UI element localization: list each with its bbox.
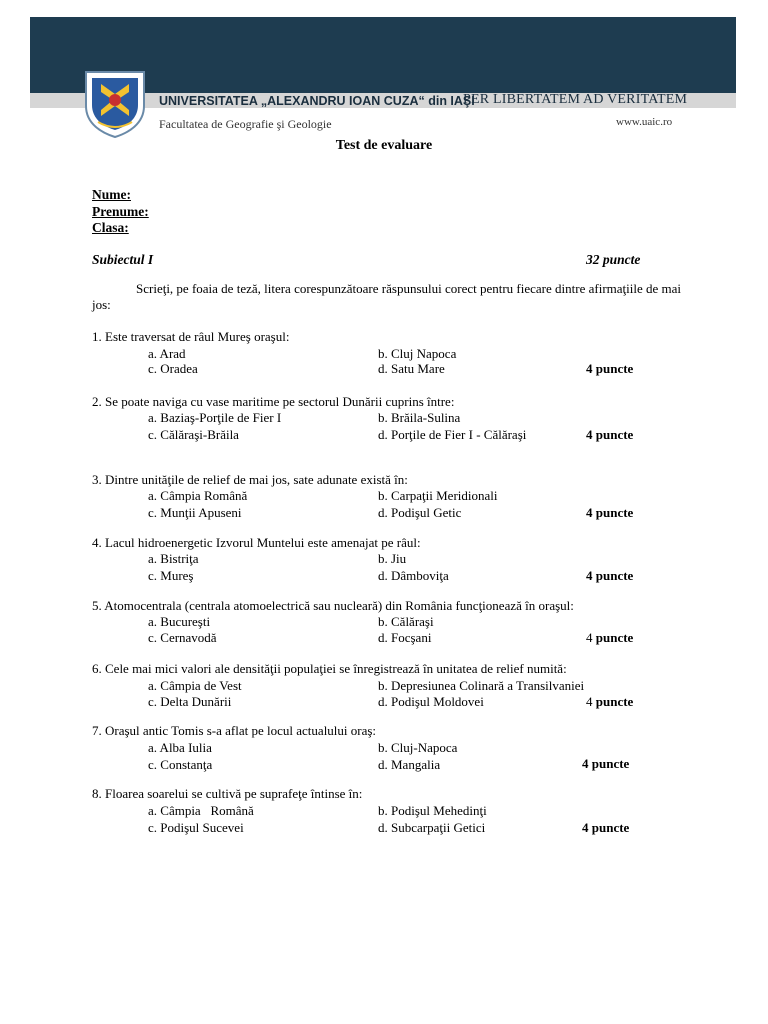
question-3-option-c: c. Munţii Apuseni bbox=[148, 505, 242, 520]
question-6-option-c: c. Delta Dunării bbox=[148, 694, 232, 709]
question-3-points: 4 puncte bbox=[586, 505, 634, 520]
instructions-text: Scrieţi, pe foaia de teză, litera corespunzătoare răspunsului corect pentru fiecare dintre afirmaţiile de mai jos: bbox=[92, 281, 682, 312]
university-motto: PER LIBERTATEM AD VERITATEM bbox=[463, 92, 688, 107]
question-6-points bbox=[586, 694, 633, 710]
subject-points: 32 puncte bbox=[586, 252, 641, 267]
question-5-option-c: c. Cernavodă bbox=[148, 630, 217, 645]
question-3: 3. Dintre unităţile de relief de mai jos, sate adunate există în: bbox=[92, 472, 408, 487]
question-4-points: 4 puncte bbox=[586, 568, 634, 583]
question-5-points-word: puncte bbox=[595, 630, 634, 645]
question-8-option-b: b. Podişul Mehedinţi bbox=[378, 803, 487, 818]
question-5-option-d: d. Focşani bbox=[378, 630, 432, 645]
question-3-option-d: d. Podişul Getic bbox=[378, 505, 462, 520]
question-7-option-a: a. Alba Iulia bbox=[148, 740, 212, 755]
question-5-option-b: b. Călăraşi bbox=[378, 614, 434, 629]
question-5-option-a: a. Bucureşti bbox=[148, 614, 211, 629]
subject-label: Subiectul I bbox=[92, 252, 154, 267]
question-7-points: 4 puncte bbox=[582, 756, 630, 771]
question-1-option-b: b. Cluj Napoca bbox=[378, 346, 457, 361]
question-1: 1. Este traversat de râul Mureş oraşul: bbox=[92, 329, 290, 344]
question-7-option-c: c. Constanţa bbox=[148, 757, 213, 772]
university-crest-logo bbox=[84, 70, 146, 138]
surname-field-label: Prenume: bbox=[92, 204, 149, 219]
question-8-option-c: c. Podişul Sucevei bbox=[148, 820, 244, 835]
question-3-option-a: a. Câmpia Română bbox=[148, 488, 248, 503]
university-name: UNIVERSITATEA „ALEXANDRU IOAN CUZA“ din IAŞI bbox=[159, 94, 475, 108]
question-5-points bbox=[586, 630, 633, 646]
question-7: 7. Oraşul antic Tomis s-a aflat pe locul actualului oraş: bbox=[92, 723, 377, 738]
question-2: 2. Se poate naviga cu vase maritime pe sectorul Dunării cuprins între: bbox=[92, 394, 455, 409]
class-field-label: Clasa: bbox=[92, 220, 129, 235]
question-1-option-a: a. Arad bbox=[148, 346, 186, 361]
instructions bbox=[92, 281, 682, 313]
question-2-option-a: a. Baziaş-Porţile de Fier I bbox=[148, 410, 282, 425]
question-8-option-a: a. Câmpia Română bbox=[148, 803, 254, 818]
page-title: Test de evaluare bbox=[335, 138, 433, 153]
question-8: 8. Floarea soarelui se cultivă pe suprafeţe întinse în: bbox=[92, 786, 363, 801]
website-url: www.uaic.ro bbox=[616, 116, 673, 128]
question-1-option-d: d. Satu Mare bbox=[378, 361, 445, 376]
question-8-points: 4 puncte bbox=[582, 820, 630, 835]
question-6-points-word: puncte bbox=[595, 694, 634, 709]
question-7-option-b: b. Cluj-Napoca bbox=[378, 740, 458, 755]
question-5: 5. Atomocentrala (centrala atomoelectrică sau nucleară) din România funcţionează în oraşul: bbox=[92, 598, 574, 613]
question-2-option-c: c. Călăraşi-Brăila bbox=[148, 427, 239, 442]
question-8-option-d: d. Subcarpaţii Getici bbox=[378, 820, 486, 835]
faculty-name: Facultatea de Geografie şi Geologie bbox=[159, 117, 332, 131]
question-2-points: 4 puncte bbox=[586, 427, 634, 442]
question-1-option-c: c. Oradea bbox=[148, 361, 198, 376]
question-2-option-d: d. Porţile de Fier I - Călăraşi bbox=[378, 427, 527, 442]
question-7-option-d: d. Mangalia bbox=[378, 757, 441, 772]
question-6: 6. Cele mai mici valori ale densităţii populaţiei se înregistrează în unitatea de relief numită: bbox=[92, 661, 567, 676]
question-4-option-a: a. Bistriţa bbox=[148, 551, 199, 566]
question-4-option-d: d. Dâmboviţa bbox=[378, 568, 449, 583]
question-5-points-number: 4 bbox=[586, 630, 593, 645]
question-6-option-a: a. Câmpia de Vest bbox=[148, 678, 242, 693]
question-2-option-b: b. Brăila-Sulina bbox=[378, 410, 461, 425]
question-6-option-d: d. Podişul Moldovei bbox=[378, 694, 484, 709]
question-1-points: 4 puncte bbox=[586, 361, 634, 376]
question-3-option-b: b. Carpaţii Meridionali bbox=[378, 488, 498, 503]
question-4: 4. Lacul hidroenergetic Izvorul Muntelui este amenajat pe râul: bbox=[92, 535, 421, 550]
question-4-option-b: b. Jiu bbox=[378, 551, 407, 566]
question-6-option-b: b. Depresiunea Colinară a Transilvaniei bbox=[378, 678, 585, 693]
question-4-option-c: c. Mureş bbox=[148, 568, 194, 583]
question-6-points-number: 4 bbox=[586, 694, 593, 709]
name-field-label: Nume: bbox=[92, 187, 131, 202]
